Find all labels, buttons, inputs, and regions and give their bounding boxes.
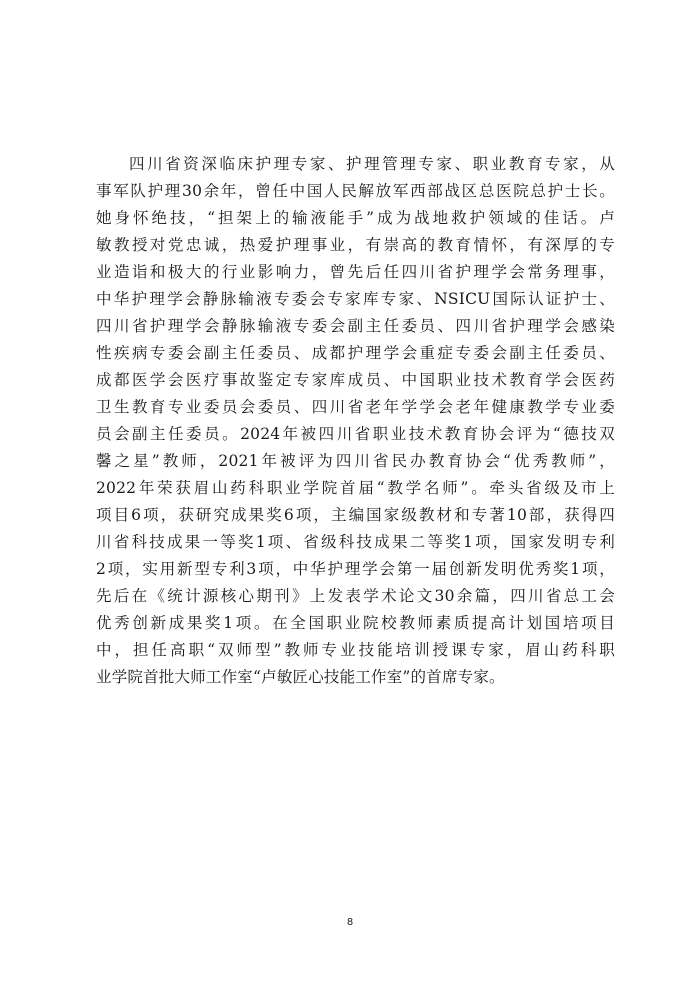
paragraph-line: 业学院首批大师工作室“卢敏匠心技能工作室”的首席专家。 — [96, 668, 505, 686]
biography-paragraph — [96, 151, 615, 691]
paragraph-line: 业造诣和极大的行业影响力，曾先后任四川省护理学会常务理事， — [96, 263, 615, 281]
paragraph-line: 优秀创新成果奖1项。在全国职业院校教师素质提高计划国培项目 — [96, 614, 615, 632]
paragraph-line: 先后在《统计源核心期刊》上发表学术论文30余篇，四川省总工会 — [96, 587, 615, 605]
paragraph-line: 成都医学会医疗事故鉴定专家库成员、中国职业技术教育学会医药 — [96, 371, 615, 389]
paragraph-line: 2项，实用新型专利3项，中华护理学会第一届创新发明优秀奖1项， — [96, 560, 615, 578]
paragraph-line: 敏教授对党忠诚，热爱护理事业，有崇高的教育情怀，有深厚的专 — [96, 236, 615, 254]
paragraph-line: 川省科技成果一等奖1项、省级科技成果二等奖1项，国家发明专利 — [96, 533, 615, 551]
paragraph-line: 四川省资深临床护理专家、护理管理专家、职业教育专家，从 — [129, 155, 615, 173]
paragraph-line: 项目6项，获研究成果奖6项，主编国家级教材和专著10部，获得四 — [96, 506, 615, 524]
paragraph-line: 性疾病专委会副主任委员、成都护理学会重症专委会副主任委员、 — [96, 344, 615, 362]
page-number: 8 — [346, 917, 354, 928]
paragraph-line: 中华护理学会静脉输液专委会专家库专家、NSICU国际认证护士、 — [96, 290, 615, 308]
paragraph-line: 卫生教育专业委员会委员、四川省老年学学会老年健康教学专业委 — [96, 398, 615, 416]
paragraph-line: 事军队护理30余年，曾任中国人民解放军西部战区总医院总护士长。 — [96, 182, 615, 200]
paragraph-line: 四川省护理学会静脉输液专委会副主任委员、四川省护理学会感染 — [96, 317, 615, 335]
paragraph-line: 员会副主任委员。2024年被四川省职业技术教育协会评为“德技双 — [96, 425, 615, 443]
paragraph-line: 中，担任高职“双师型”教师专业技能培训授课专家，眉山药科职 — [96, 641, 615, 659]
paragraph-line: 2022年荣获眉山药科职业学院首届“教学名师”。牵头省级及市上 — [96, 479, 615, 497]
paragraph-line: 馨之星”教师，2021年被评为四川省民办教育协会“优秀教师”， — [96, 452, 615, 470]
paragraph-line: 她身怀绝技，“担架上的输液能手”成为战地救护领域的佳话。卢 — [96, 209, 615, 227]
